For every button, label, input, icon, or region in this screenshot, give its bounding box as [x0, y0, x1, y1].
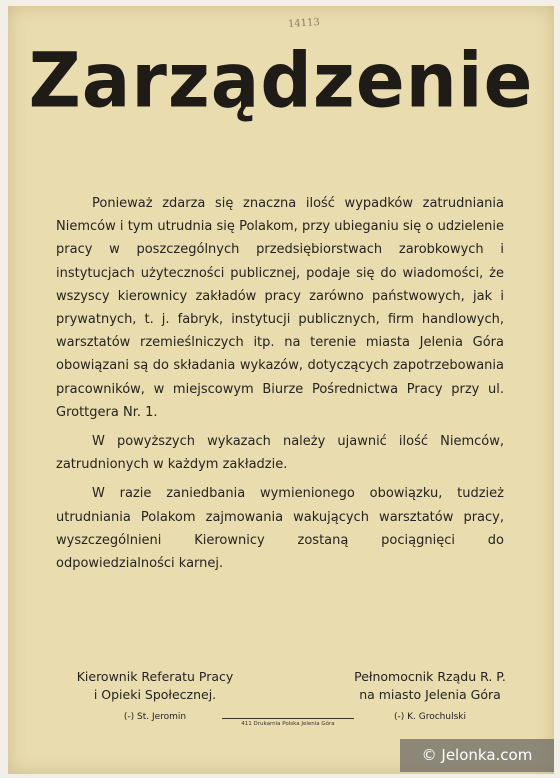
printer-note: 411 Drukarnia Polska Jelenia Góra	[222, 718, 354, 727]
paragraph: W powyższych wykazach należy ujawnić ilość Niemców, zatrudnionych w każdym zakładzie.	[56, 434, 504, 473]
signature-title-line1: Pełnomocnik Rządu R. P.	[354, 669, 506, 684]
document-body	[56, 192, 504, 581]
signature-title-line2: i Opieki Społecznej.	[93, 687, 217, 702]
paragraph: Ponieważ zdarza się znaczna ilość wypadków zatrudniania Niemców i tym utrudnia się Polakom, przy ubieganiu się o udzielenie pracy w poszczególnych przedsiębiorstwach zarobkowych i instytucjach użyteczności publicznej, podaje się do wiadomości, że wszyscy kierownicy zakładów pracy zarówno państwowych, jak i prywatnych, t. j. fabryk, instytucji publicznych, firm handlowych, warsztatów rzemieślniczych itp. na terenie miasta Jelenia Góra obowiązani są do składania wykazów, dotyczących zapotrzebowania pracowników, w miejscowym Biurze Pośrednictwa Pracy przy ul. Grottgera Nr. 1.	[56, 196, 504, 420]
handwritten-note: 14113	[287, 16, 321, 31]
watermark: © Jelonka.com	[400, 739, 554, 772]
signature-title-line2: na miasto Jelenia Góra	[359, 687, 501, 702]
signature-title-line1: Kierownik Referatu Pracy	[76, 669, 234, 684]
signature-right	[330, 668, 530, 726]
document-title: Zarządzenie	[28, 35, 534, 125]
signature-name: (-) K. Grochulski	[394, 712, 466, 722]
paragraph: W razie zaniedbania wymienionego obowiązku, tudzież utrudniania Polakom zajmowania wakujących warsztatów pracy, wyszczególnieni Kierownicy zostaną pociągnięci do odpowiedzialności karnej.	[56, 486, 504, 572]
signature-name: (-) St. Jeromin	[123, 712, 187, 722]
